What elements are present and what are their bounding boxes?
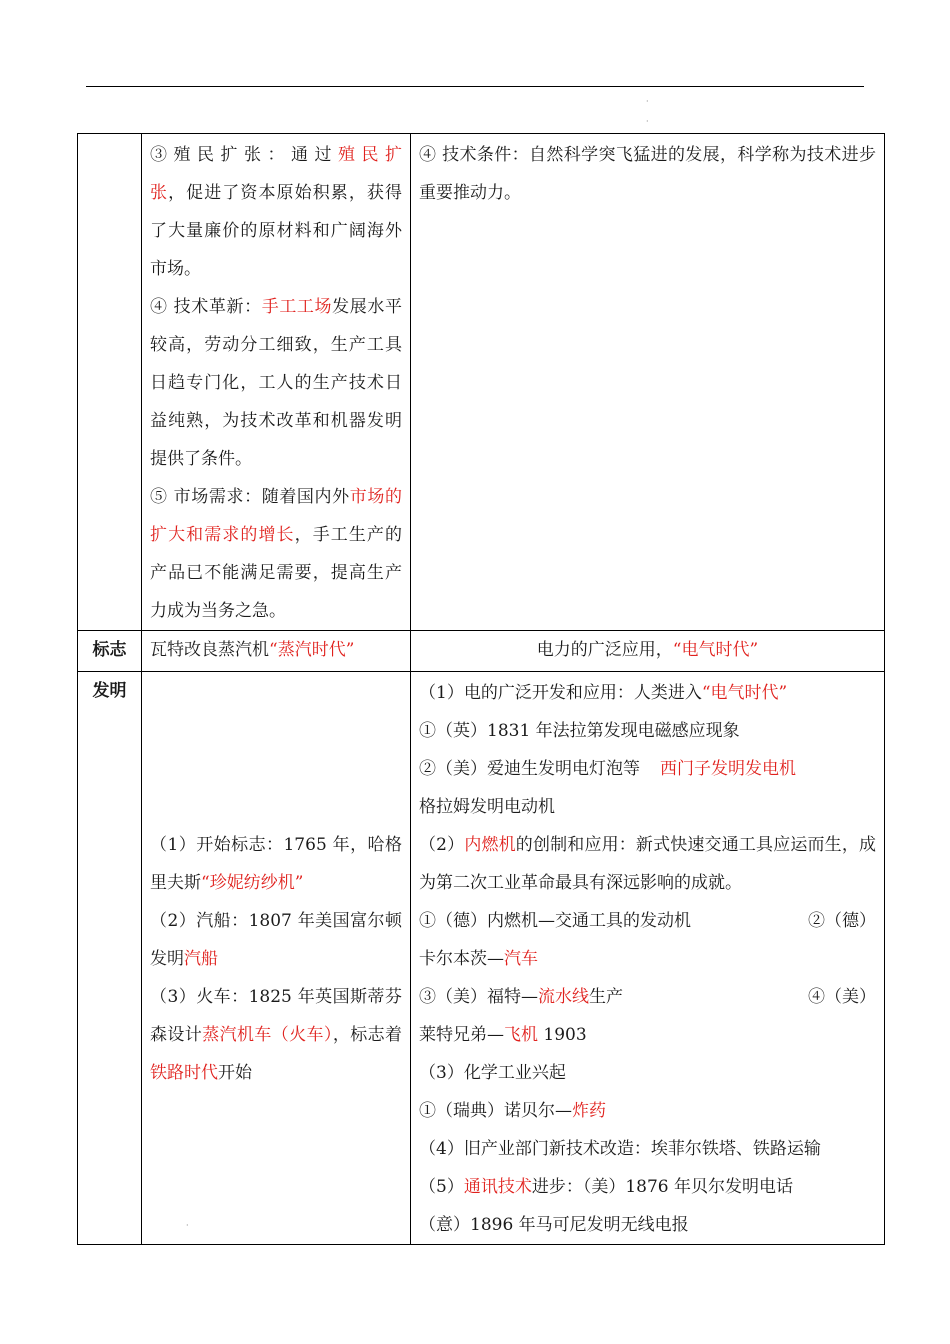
highlight-text: 手工工场 [261, 297, 333, 317]
paragraph-technical-innovation [150, 288, 402, 478]
highlight-text: 飞机 [504, 1025, 538, 1045]
highlight-text: 通讯技术 [463, 1177, 532, 1197]
text: ②（美）爱迪生发明电灯泡等 [419, 759, 640, 779]
highlight-text: 西门子发明发电机 [660, 759, 796, 779]
paragraph-technical-conditions: ④ 技术条件：自然科学突飞猛进的发展，科学称为技术进步重要推动力。 [419, 145, 876, 203]
text: ③ 殖 民 扩 张 ： 通 过 [150, 145, 338, 165]
text: ，手工生产的产品已不能满足需要，提高生产力成为当务之急。 [150, 525, 403, 621]
text: ④ 技术革新： [150, 297, 262, 317]
highlight-text: 蒸汽机车（火车） [202, 1025, 333, 1045]
row-label-empty [78, 134, 142, 631]
scan-dot: · [186, 1221, 189, 1230]
text-group [419, 978, 623, 1016]
text: ③（美）福特— [419, 987, 538, 1007]
line [419, 902, 876, 940]
paragraph-market-demand [150, 478, 402, 630]
text: ①（瑞典）诺贝尔— [419, 1101, 572, 1121]
highlight-text: “电气时代” [672, 640, 759, 660]
cell-first-revolution-conditions [142, 134, 411, 631]
text: （3）火车：1825 年英国斯蒂芬森设计 [150, 987, 402, 1045]
comparison-table [77, 133, 885, 1245]
header-rule [86, 86, 864, 87]
line: （意）1896 年马可尼发明无线电报 [419, 1215, 689, 1235]
text: （1）开始标志：1765 年，哈格里夫斯 [150, 835, 402, 893]
row-label-symbol: 标志 [78, 631, 142, 672]
highlight-text: 铁路时代 [150, 1063, 218, 1083]
text: 1903 [538, 1025, 587, 1045]
paragraph-spinning-jenny [150, 826, 402, 902]
line [419, 1168, 876, 1206]
cell-first-revolution-symbol [142, 631, 411, 672]
line [419, 750, 876, 788]
table-row-conditions [78, 134, 885, 631]
paragraph-locomotive [150, 978, 402, 1092]
highlight-text: 炸药 [572, 1101, 606, 1121]
paragraph-colonial-expansion [150, 136, 402, 288]
highlight-text: “珍妮纺纱机” [201, 873, 304, 893]
line [419, 1092, 876, 1130]
highlight-text: 市场的扩大和需求的增长 [150, 487, 403, 545]
cell-second-revolution-conditions [411, 134, 885, 631]
text: 的创制和应用：新式快速交通工具应运而生，成为第二次工业革命最具有深远影响的成就。 [419, 835, 877, 893]
cell-first-revolution-inventions [142, 672, 411, 1245]
text: 发展水平较高，劳动分工细致，生产工具日趋专门化，工人的生产技术日益纯熟，为技术改革和机器发明提供了条件。 [150, 297, 403, 469]
scan-dot: · [646, 117, 649, 126]
text: 电力的广泛应用， [536, 640, 673, 660]
text: 卡尔本茨— [419, 949, 504, 969]
text: ，促进了资本原始积累，获得了大量廉价的原材料和广阔海外市场。 [150, 183, 403, 279]
text: 进步：（美）1876 年贝尔发明电话 [531, 1177, 793, 1197]
text: （2） [419, 835, 465, 855]
line: ①（英）1831 年法拉第发现电磁感应现象 [419, 721, 740, 741]
table-row-inventions [78, 672, 885, 1245]
cell-second-revolution-inventions [411, 672, 885, 1245]
line [419, 1016, 876, 1054]
text: ②（德） [808, 911, 876, 931]
scan-dot: · [646, 97, 649, 106]
line [419, 978, 876, 1016]
text: 瓦特改良蒸汽机 [150, 640, 269, 660]
text: （1）电的广泛开发和应用：人类进入 [419, 683, 702, 703]
line [419, 674, 876, 712]
text: 生产 [589, 987, 623, 1007]
text: （2）汽船：1807 年美国富尔顿发明 [150, 911, 402, 969]
line [419, 940, 876, 978]
line: （3）化学工业兴起 [419, 1063, 566, 1083]
text: 开始 [218, 1063, 252, 1083]
table-row-symbol [78, 631, 885, 672]
highlight-text: 殖 民 扩 张 [150, 145, 402, 203]
line: （4）旧产业部门新技术改造：埃菲尔铁塔、铁路运输 [419, 1139, 821, 1159]
paragraph-steamboat [150, 902, 402, 978]
highlight-text: 内燃机 [464, 835, 516, 855]
line [419, 826, 876, 902]
line: 格拉姆发明电动机 [419, 797, 555, 817]
highlight-text: 汽船 [184, 949, 218, 969]
highlight-text: 汽车 [504, 949, 538, 969]
text: （5） [419, 1177, 464, 1197]
text: 莱特兄弟— [419, 1025, 504, 1045]
highlight-text: “蒸汽时代” [269, 640, 355, 660]
cell-second-revolution-symbol [411, 631, 885, 672]
text: ④（美） [808, 987, 876, 1007]
text: ⑤ 市场需求：随着国内外 [150, 487, 350, 507]
text: ，标志着 [332, 1025, 403, 1045]
row-label-inventions: 发明 [78, 672, 142, 1245]
highlight-text: 流水线 [538, 987, 589, 1007]
text: ①（德）内燃机—交通工具的发动机 [419, 911, 691, 931]
highlight-text: “电气时代” [701, 683, 788, 703]
